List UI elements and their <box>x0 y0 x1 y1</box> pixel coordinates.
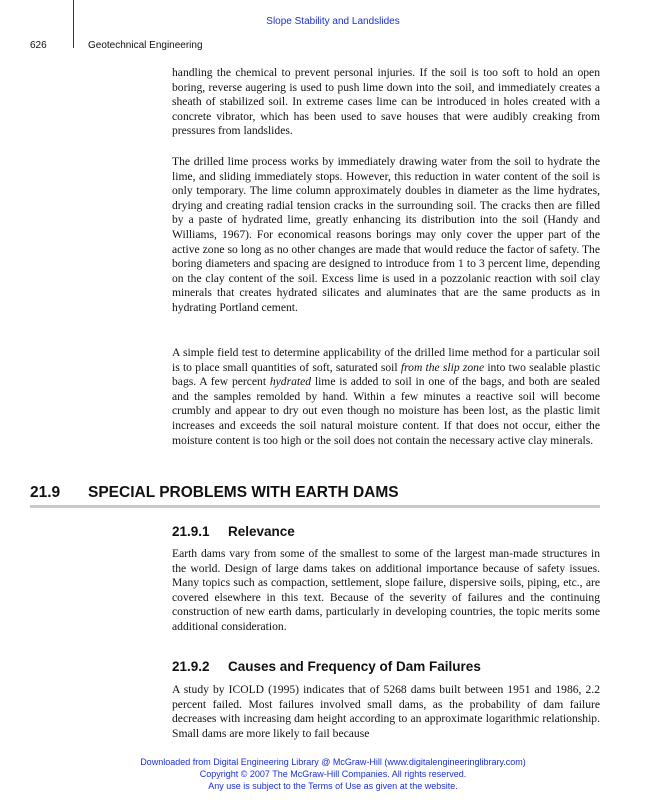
field-test-text-c: lime is added to soil in one of the bags, and both are sealed and the samples remolded by hand. Within a few minutes a reactive soil will become crumbly and appear to dry out even though no moisture has been lost, as the plastic limit increases and exceeds the soil natural moisture content. If that does not occur, either the moisture content is too high or the soil does not contain the necessary active clay minerals. <box>172 375 600 447</box>
book-title: Geotechnical Engineering <box>88 40 203 51</box>
subsection-title: Relevance <box>228 524 295 539</box>
page-number: 626 <box>30 40 47 51</box>
paragraph-dam-failures: A study by ICOLD (1995) indicates that of 5268 dams built between 1951 and 1986, 2.2 percent failed. Most failures involved small dams, as the probability of dam failure decreases with increasing dam height according to an approximate logarithmic relationship. Small dams are more likely to fail because <box>172 683 600 740</box>
field-test-text-a: A simple field test to determine applicability of the drilled lime method for a particular soil is to place small quantities of soft, saturated soil <box>172 346 600 374</box>
subsection-title: Causes and Frequency of Dam Failures <box>228 659 481 674</box>
paragraph-drilled-lime-process: The drilled lime process works by immediately drawing water from the soil to hydrate the lime, and sliding immediately stops. However, this reduction in water content of the soil is only temporary. The lime column approximately doubles in diameter as the lime hydrates, drying and creating radial tension cracks in the surrounding soil. The cracks then are filled by a paste of hydrated lime, greatly enhancing its distribution into the soil (Handy and Williams, 1967). For economical reasons borings may only cover the upper part of the active zone so long as no other changes are made that would reduce the factor of safety. The boring diameters and spacing are designed to introduce from 1 to 3 percent lime, depending on the clay content of the soil. Excess lime is used in a pozzolanic reaction with soil clay minerals that creates hydrated silicates and aluminates that are the same products as in hydrating Portland cement. <box>172 155 600 314</box>
subsection-heading-relevance <box>172 524 295 539</box>
paragraph-relevance: Earth dams vary from some of the smallest to some of the largest man-made structures in the world. Design of large dams takes on additional importance because of safety issues. Many topics such as compaction, settlement, slope failure, dispersive soils, piping, etc., are covered elsewhere in this text. Because of the severity of failures and the continuing construction of new earth dams, particularly in developing countries, the topic merits some additional consideration. <box>172 547 600 633</box>
subsection-number: 21.9.2 <box>172 659 210 674</box>
paragraph-field-test <box>172 346 600 448</box>
running-title[interactable]: Slope Stability and Landslides <box>266 16 400 27</box>
footer-terms-link[interactable]: Any use is subject to the Terms of Use as given at the website. <box>208 781 458 791</box>
paragraph-lime-handling: handling the chemical to prevent personal injuries. If the soil is too soft to hold an open boring, reverse augering is used to push lime down into the soil, and immediately creates a sheath of stabilized soil. In extreme cases lime can be introduced in holes created with a concrete vibrator, which has been used to save houses that were audibly creaking from pressures from landslides. <box>172 66 600 138</box>
field-test-emphasis-slip-zone: from the slip zone <box>400 360 485 374</box>
section-heading <box>30 484 399 502</box>
subsection-number: 21.9.1 <box>172 524 210 539</box>
section-title: SPECIAL PROBLEMS WITH EARTH DAMS <box>88 484 399 501</box>
section-number: 21.9 <box>30 484 61 501</box>
footer-download-link[interactable]: Downloaded from Digital Engineering Library @ McGraw-Hill (www.digitalengineeringlibrary.com) <box>140 757 526 767</box>
footer-copyright[interactable]: Copyright © 2007 The McGraw-Hill Companies. All rights reserved. <box>199 769 467 779</box>
field-test-text-b: into two sealable plastic bags. A few percent <box>172 360 600 389</box>
field-test-emphasis-hydrated: hydrated <box>269 375 312 389</box>
section-rule <box>30 505 600 508</box>
subsection-heading-dam-failures <box>172 659 481 674</box>
